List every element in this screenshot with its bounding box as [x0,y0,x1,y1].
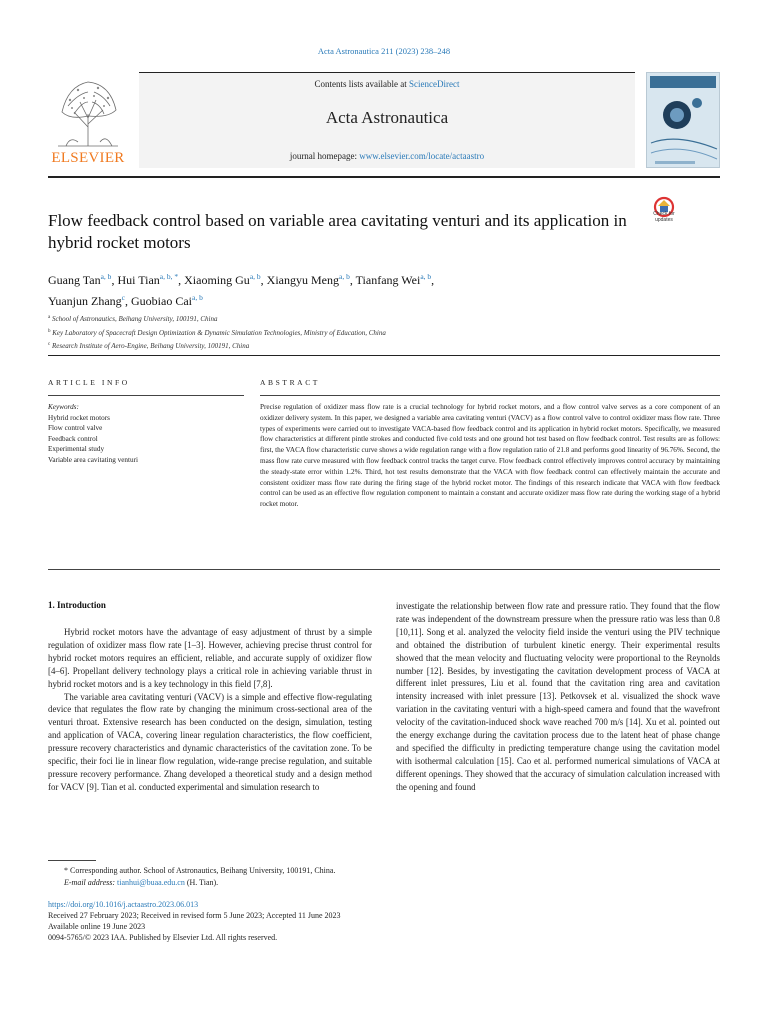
keyword: Experimental study [48,445,105,453]
abstract-divider [260,395,720,396]
keyword: Variable area cavitating venturi [48,455,138,464]
contents-line [139,79,635,89]
section-divider [48,355,720,356]
paragraph: The variable area cavitating venturi (VACV) is a simple and effective flow-regulating device that regulates the flow rate by changing the minimum cross-sectional area of the venturi throat. Extensive research has been conducted on the design, simulation, testing and application of VACA, covering linear regulation characteristics, the flow coefficient, pressure recovery characteristics and dynamic characteristics of the cavitation zone. To be specific, their foci lie in linear flow regulation, wide-range precise regulation, and suitable pressure recovery performance. Zhang developed a theoretical study and a design method for VACV [9]. Tian et al. conducted experimental and simulation research to [48,691,372,792]
author[interactable]: Xiaoming Gu$^{a, b}$ [184,272,261,287]
paragraph: investigate the relationship between flow rate and pressure ratio. They found that the flow rate was independent of the downstream pressure when the pressure ratio was less than 0.8 [10,11]. Song et al. analyzed the velocity field inside the venturi using the PIV technique and obtained the distribution of turbulent kinetic energy. Their experimental results showed that the mean velocity and fluctuating velocity were proportional to the Reynolds number [12]. Besides, by investigating the cavitation development process of VACA at different inlet pressures, Liu et al. found that the cavitation ring area and cavitation intensity increased with inlet pressure [13]. Petkovsek et al. visualized the shock wave variation in the cavitating venturi with a high-speed camera and found that the wavefront velocity of the cavitation-induced shock wave reached 700 m/s [14]. Xu et al. pointed out the energy exchange during the cavitation process due to the latent heat of phase change and specified the difficulty in predicting temperature change using the cavitation model with isothermal calculation [15]. Cao et al. performed numerical simulations of VACA at different openings. They showed that the accuracy of simulation calculation increased with the opening and found [396,601,720,792]
keyword: Flow control valve [48,424,103,432]
header-divider [48,176,720,178]
article-info-divider [48,395,244,396]
body-column-right [396,600,720,794]
publication-info [48,899,720,943]
contents-prefix: Contents lists available at [314,79,409,89]
author[interactable]: Tianfang Wei$^{a, b}$ [355,272,432,287]
keyword: Hybrid rocket motors [48,413,110,422]
author-list: Guang Tan$^{a, b}$, Hui Tian$^{a, b, *}$, Xiaoming Gu$^{a, b}$, Xiangyu Meng$^{a, b}$, Tianfang Wei$^{a, b}$, Yuanjun Zhang$^c$, Guobiao Cai$^{a, b}$ [48,272,435,308]
elsevier-wordmark: ELSEVIER [51,150,125,166]
copyright-notice: 0094-5765/© 2023 IAA. Published by Elsevier Ltd. All rights reserved. [48,933,278,942]
body-column-left [48,626,372,794]
keywords-block [48,402,248,465]
article-info-heading: ARTICLE INFO [48,378,130,387]
journal-citation[interactable]: Acta Astronautica 211 (2023) 238–248 [317,46,451,56]
author[interactable]: Guobiao Cai$^{a, b}$ [131,293,203,308]
footnote-divider [48,860,96,861]
author-email-link[interactable]: tianhui@buaa.edu.cn [117,878,185,887]
journal-homepage-link[interactable]: www.elsevier.com/locate/actaastro [359,151,485,161]
author[interactable]: Hui Tian$^{a, b, *}$ [117,272,179,287]
footnote [48,865,720,889]
check-for-updates-label[interactable]: Check for updates [653,211,675,223]
homepage-prefix: journal homepage: [289,151,360,161]
corresponding-author-note: * Corresponding author. School of Astronautics, Beihang University, 100191, China. [64,866,336,875]
email-label: E-mail address: [64,878,118,887]
email-suffix: (H. Tian). [184,878,219,887]
affiliation: $^b$ Key Laboratory of Spacecraft Design Optimization & Dynamic Simulation Technologies, Ministry of Education, China [48,328,386,337]
journal-cover-thumbnail[interactable] [646,72,720,168]
paper-title: Flow feedback control based on variable area cavitating venturi and its application in hybrid rocket motors [48,211,627,252]
introduction-heading: 1. Introduction [48,600,106,610]
sciencedirect-link[interactable]: ScienceDirect [409,79,460,89]
author[interactable]: Yuanjun Zhang$^c$ [48,293,125,308]
affiliation: $^c$ Research Institute of Aero-Engine, Beihang University, 100191, China [48,342,250,350]
received-dates: Received 27 February 2023; Received in revised form 5 June 2023; Accepted 11 June 2023 [48,911,341,920]
available-online-date: Available online 19 June 2023 [48,922,146,931]
email-line [48,877,720,889]
keyword: Feedback control [48,434,98,443]
author[interactable]: Guang Tan$^{a, b}$ [48,272,112,287]
cover-art [647,73,720,168]
paragraph: Hybrid rocket motors have the advantage of easy adjustment of thrust by a simple regulation of oxidizer mass flow rate [1–3]. However, achieving precise thrust control for hybrid rocket motors requires an efficient, reliable, and accurate supply of oxidizer flow [4–6]. Propellant delivery technology plays a critical role in achieving variable thrust in hybrid rocket motors and is a key technology in this field [7,8]. [48,627,372,689]
author[interactable]: Xiangyu Meng$^{a, b}$ [266,272,350,287]
homepage-line [139,151,635,161]
affiliation: $^a$ School of Astronautics, Beihang University, 100191, China [48,315,218,323]
abstract-end-divider [48,569,720,570]
journal-name: Acta Astronautica [325,108,449,127]
abstract-heading: ABSTRACT [260,378,320,387]
keywords-label: Keywords: [48,403,79,411]
affiliations [48,312,648,353]
doi-link[interactable]: https://doi.org/10.1016/j.actaastro.2023.06.013 [48,900,199,909]
abstract-text: Precise regulation of oxidizer mass flow rate is a crucial technology for hybrid rocket motors, and a flow control valve serves as a core component of an oxidizer delivery system. In this paper, we designed a variable area cavitating venturi (VACV) as a flow control valve to control oxidizer mass flow rate. Three types of experiments were carried out to investigate VACA-based flow feedback control and its application in hybrid rocket motors. Specifically, we measured flow characteristics at different pintle strokes and conducted five cold tests and one ground hot test based on flow feedback control. Test results are as follows: first, the VACA flow characteristic curve shows a wide regulation range with a flow regulation ratio of 21.8 and performs good linearity of 96.76%. Second, the mass flow rate curve measured with flow feedback control tracks the target curve. Flow feedback control effectively improves control accuracy by maintaining the steady-state error within 1.2%. Third, hot test results demonstrate that the VACA with flow feedback control can effectively maintain the accurate and consistent oxidizer mass flow rate during the firing stage of the hybrid rocket motor. The findings of this research indicate that VACA with flow feedback control can be used as an effective flow regulation component to maintain a constant and accurate oxidizer mass flow rate during the working stage of a hybrid rocket motor. [260,403,721,509]
